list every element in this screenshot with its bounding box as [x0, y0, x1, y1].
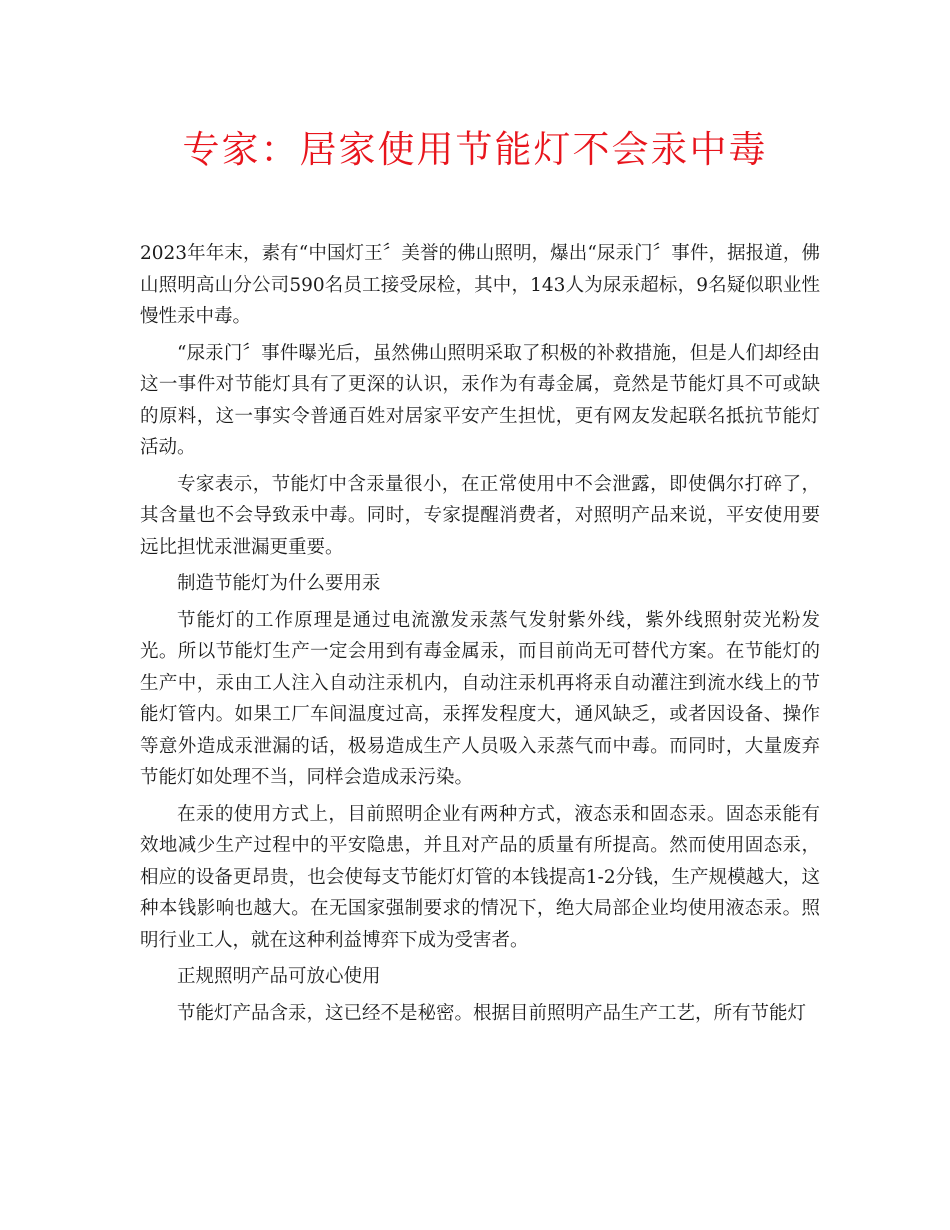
paragraph-expert: 专家表示，节能灯中含汞量很小，在正常使用中不会泄露，即使偶尔打碎了，其含量也不会导致汞中毒。同时，专家提醒消费者，对照明产品来说，平安使用要远比担忧汞泄漏更重要。 [140, 473, 820, 558]
paragraph-intro: 2023年年末，素有“中国灯王〞美誉的佛山照明，爆出“尿汞门〞事件，据报道，佛山照明高山分公司590名员工接受尿检，其中，143人为尿汞超标，9名疑似职业性慢性汞中毒。 [140, 243, 820, 327]
paragraph-incident: “尿汞门〞事件曝光后，虽然佛山照明采取了积极的补救措施，但是人们却经由这一事件对节能灯具有了更深的认识，汞作为有毒金属，竟然是节能灯具不可或缺的原料，这一事实令普通百姓对居家平安产生担忧，更有网友发起联名抵抗节能灯活动。 [140, 342, 820, 458]
paragraph-usage: 在汞的使用方式上，目前照明企业有两种方式，液态汞和固态汞。固态汞能有效地减少生产过程中的平安隐患，并且对产品的质量有所提高。然而使用固态汞，相应的设备更昂贵，也会使每支节能灯灯管的本钱提高1-2分钱，生产规模越大，这种本钱影响也越大。在无国家强制要求的情况下，绝大局部企业均使用液态汞。照明行业工人，就在这种利益博弈下成为受害者。 [140, 803, 820, 951]
paragraph-contains-mercury: 节能灯产品含汞，这已经不是秘密。根据目前照明产品生产工艺，所有节能灯 [177, 1002, 807, 1024]
document-body [140, 238, 820, 1034]
section-heading-why-mercury: 制造节能灯为什么要用汞 [177, 573, 381, 594]
paragraph-principle: 节能灯的工作原理是通过电流激发汞蒸气发射紫外线，紫外线照射荧光粉发光。所以节能灯生产一定会用到有毒金属汞，而目前尚无可替代方案。在节能灯的生产中，汞由工人注入自动注汞机内，自动注汞机再将汞自动灌注到流水线上的节能灯管内。如果工厂车间温度过高，汞挥发程度大，通风缺乏，或者因设备、操作等意外造成汞泄漏的话，极易造成生产人员吸入汞蒸气而中毒。而同时，大量废弃节能灯如处理不当，同样会造成汞污染。 [140, 609, 820, 788]
section-heading-safe-use: 正规照明产品可放心使用 [177, 966, 381, 987]
document-title: 专家：居家使用节能灯不会汞中毒 [182, 128, 768, 171]
